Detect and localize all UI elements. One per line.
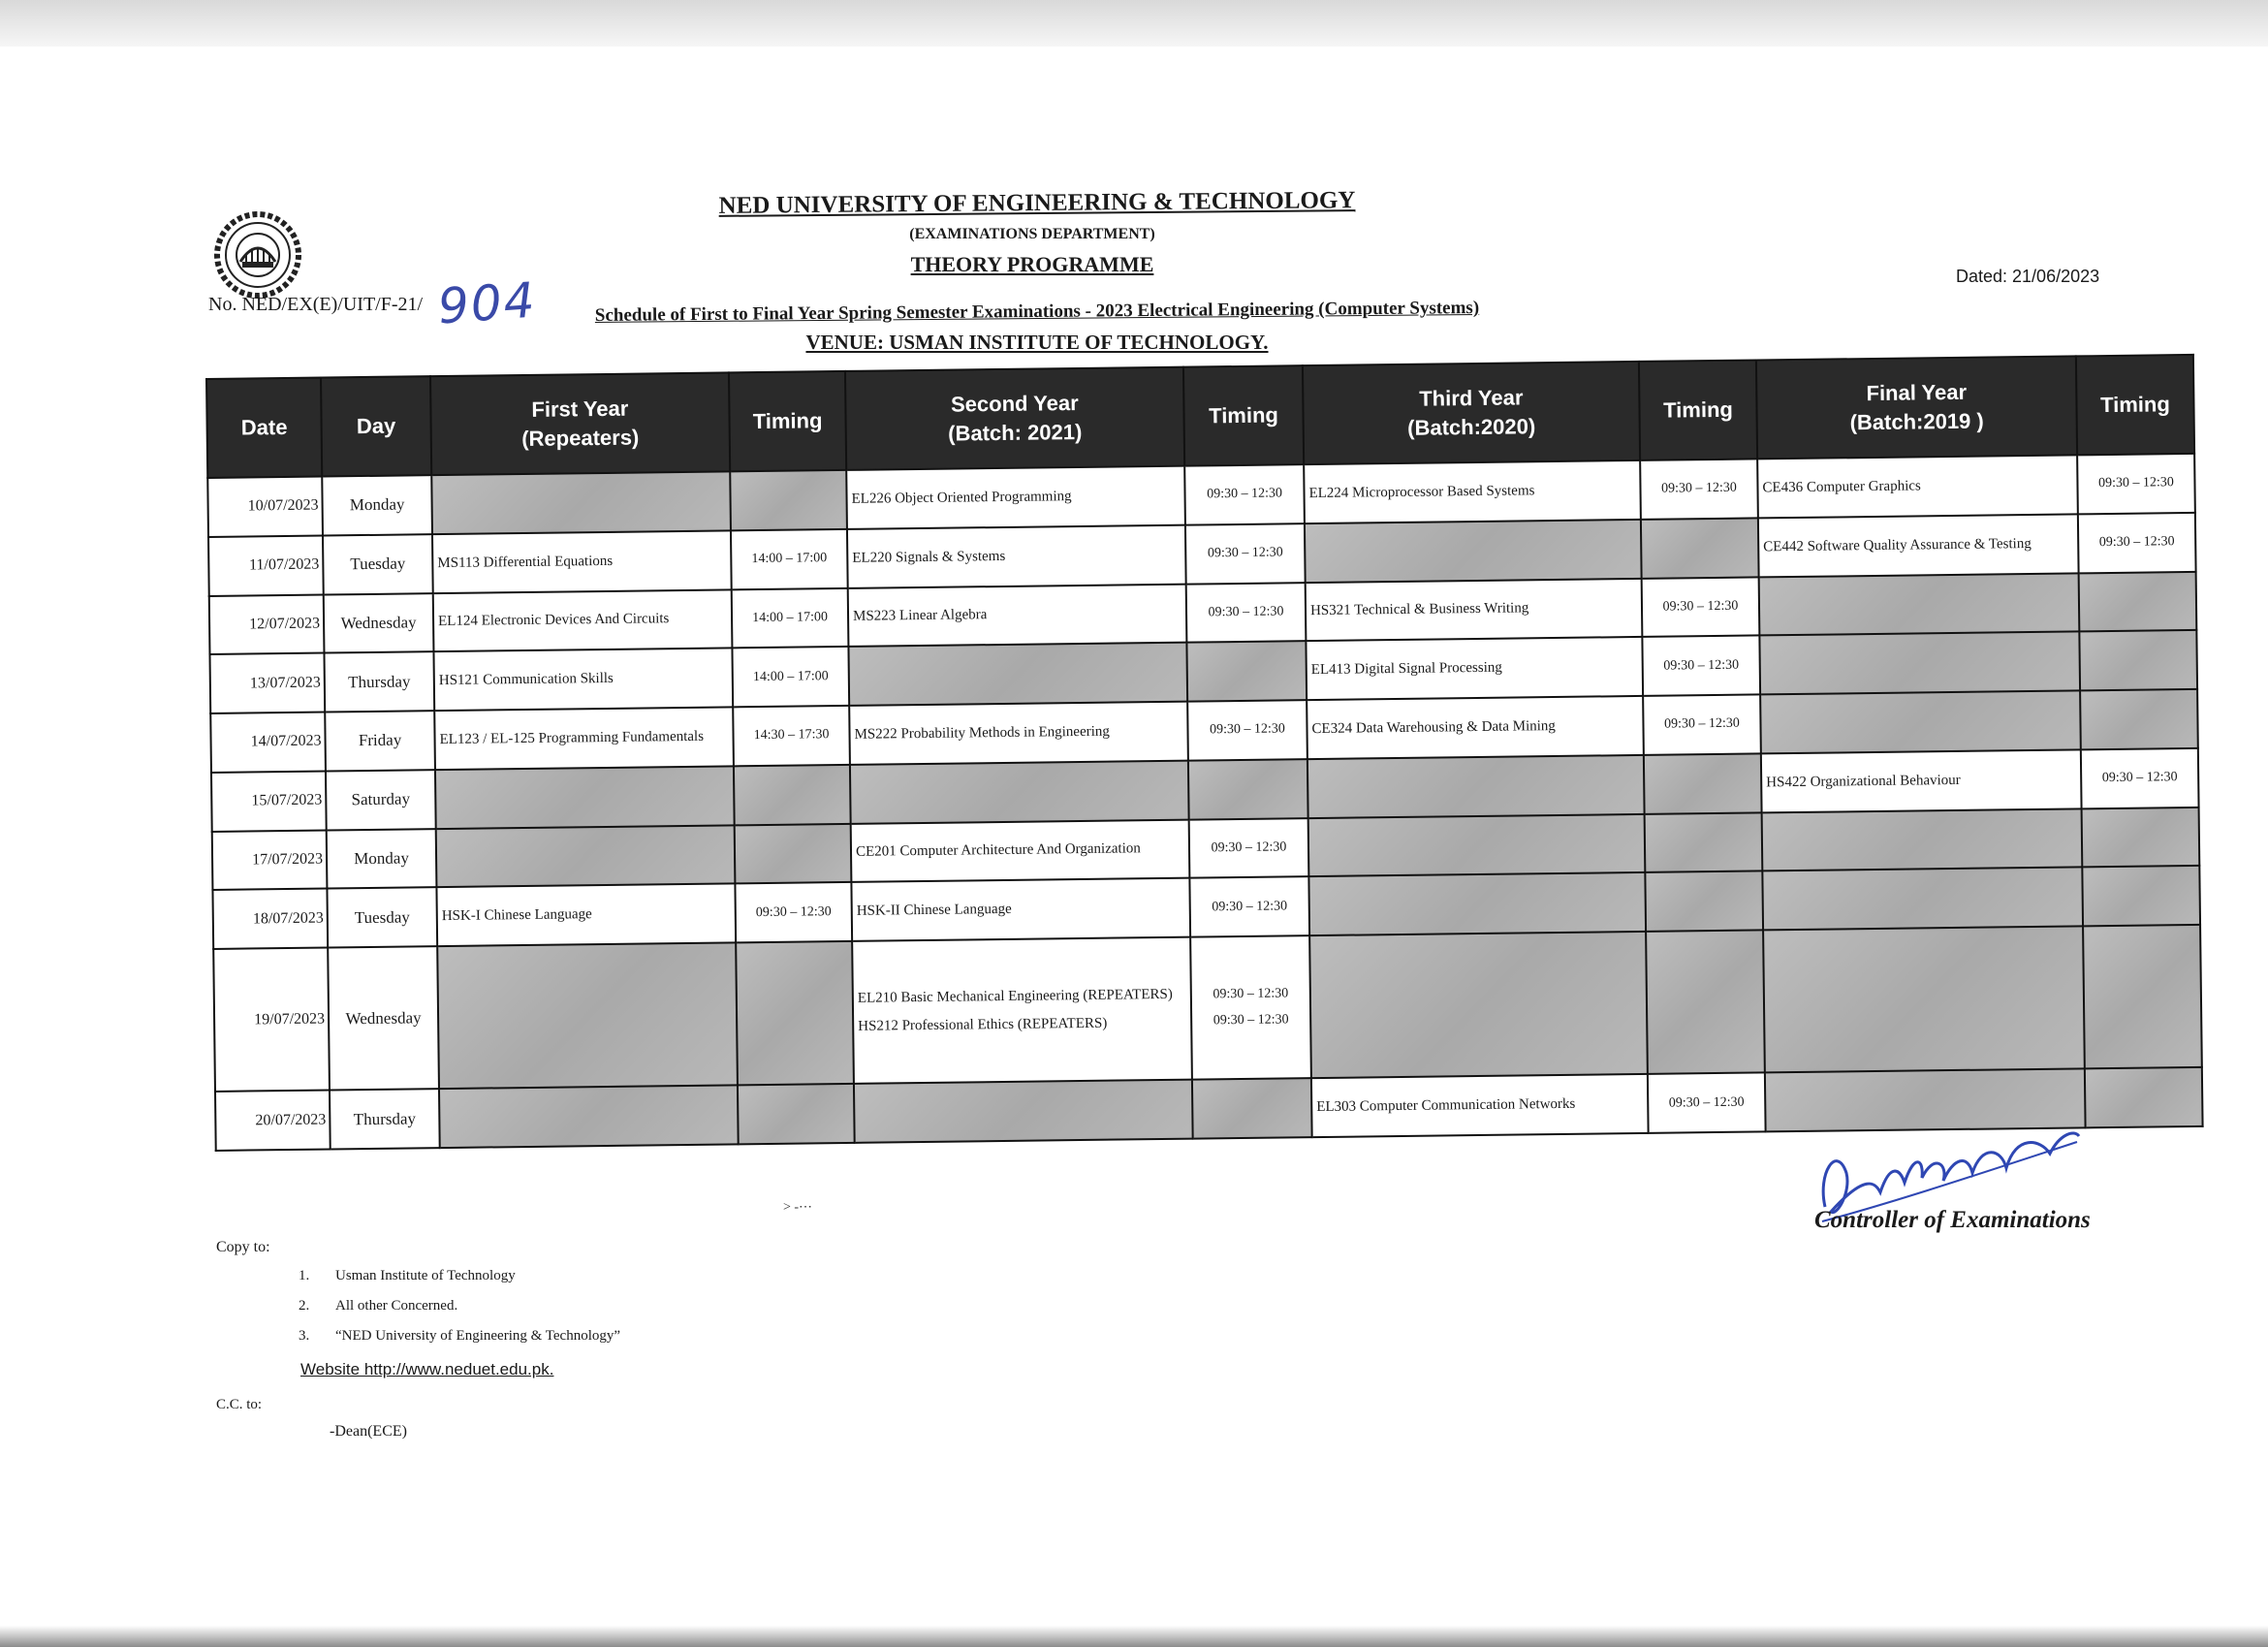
course-entry: HS212 Professional Ethics (REPEATERS) [858, 1015, 1108, 1034]
first-year-course [436, 825, 736, 888]
second-year-timing [1188, 759, 1308, 819]
col-first-year-label: First Year [531, 396, 629, 423]
second-year-timing: 09:30 – 12:30 [1189, 818, 1309, 878]
col-first-year [430, 372, 730, 475]
exam-date: 19/07/2023 [213, 948, 330, 1093]
third-year-timing [1646, 930, 1765, 1074]
first-year-timing: 14:00 – 17:00 [732, 647, 849, 707]
col-third-year-sub: (Batch:2020) [1407, 414, 1536, 440]
exam-day: Saturday [326, 770, 436, 830]
first-year-timing [735, 823, 852, 883]
third-year-course [1309, 932, 1648, 1078]
university-name: NED UNIVERSITY OF ENGINEERING & TECHNOLOGY [718, 187, 1356, 219]
col-second-timing: Timing [1183, 365, 1304, 465]
exam-date: 12/07/2023 [209, 594, 325, 654]
exam-schedule-table [205, 354, 2204, 1152]
final-year-course [1762, 808, 2083, 871]
third-year-course: EL413 Digital Signal Processing [1306, 637, 1643, 700]
first-year-course [435, 766, 735, 829]
third-year-timing [1641, 518, 1759, 578]
timing-entry: 09:30 – 12:30 [1213, 1011, 1289, 1028]
first-year-timing [738, 1084, 855, 1144]
second-year-timing: 09:30 – 12:30 [1185, 523, 1306, 584]
first-year-timing: 14:00 – 17:00 [731, 529, 848, 589]
exam-date: 10/07/2023 [207, 477, 323, 537]
exam-date: 15/07/2023 [211, 771, 327, 831]
exam-day: Wednesday [328, 946, 439, 1091]
list-number: 2. [299, 1298, 310, 1314]
first-year-timing: 14:30 – 17:30 [733, 706, 850, 766]
first-year-course [437, 942, 738, 1089]
scan-bottom-band [0, 1626, 2268, 1647]
first-year-timing [736, 941, 854, 1086]
second-year-timing: 09:30 – 12:30 [1186, 583, 1307, 643]
second-year-course [852, 937, 1192, 1084]
third-year-timing [1645, 871, 1763, 932]
second-year-timing: 09:30 – 12:30 [1187, 700, 1307, 760]
list-text: All other Concerned. [335, 1298, 458, 1314]
cc-dean: -Dean(ECE) [330, 1423, 407, 1440]
third-year-timing [1644, 753, 1762, 813]
col-third-year-label: Third Year [1419, 385, 1524, 412]
final-year-timing [2085, 1067, 2203, 1127]
second-year-course [854, 1080, 1193, 1143]
third-year-course [1305, 520, 1642, 583]
third-year-course: CE324 Data Warehousing & Data Mining [1307, 696, 1644, 759]
third-year-timing [1645, 812, 1763, 872]
list-item [299, 1328, 620, 1358]
third-year-course [1307, 755, 1645, 818]
first-year-course: EL124 Electronic Devices And Circuits [433, 589, 733, 652]
copy-to-label: Copy to: [216, 1239, 270, 1255]
second-year-course: EL220 Signals & Systems [847, 524, 1186, 587]
exam-day: Thursday [330, 1089, 440, 1149]
website-link[interactable]: Website http://www.neduet.edu.pk. [300, 1360, 554, 1378]
col-second-year [845, 367, 1184, 470]
final-year-course [1762, 868, 2083, 931]
final-year-timing [2080, 689, 2198, 749]
final-year-course [1763, 926, 2085, 1072]
final-year-timing: 09:30 – 12:30 [2077, 454, 2195, 514]
first-year-timing [734, 765, 851, 825]
second-year-timing [1186, 641, 1307, 701]
first-year-course: EL123 / EL-125 Programming Fundamentals [434, 707, 734, 770]
third-year-course [1308, 872, 1646, 935]
exam-date: 11/07/2023 [208, 535, 324, 595]
final-year-timing [2083, 925, 2202, 1069]
list-number: 1. [299, 1268, 310, 1283]
col-first-timing: Timing [729, 371, 846, 471]
exam-date: 13/07/2023 [209, 653, 325, 713]
exam-day: Tuesday [323, 534, 433, 594]
exam-day: Thursday [324, 651, 434, 712]
third-year-course [1308, 813, 1646, 876]
list-text: Usman Institute of Technology [335, 1268, 516, 1283]
exam-day: Monday [322, 475, 432, 535]
third-year-course: HS321 Technical & Business Writing [1306, 578, 1643, 641]
third-year-timing: 09:30 – 12:30 [1642, 577, 1760, 637]
first-year-course: HS121 Communication Skills [433, 649, 733, 712]
second-year-course: HSK-II Chinese Language [851, 878, 1190, 941]
third-year-course: EL303 Computer Communication Networks [1311, 1074, 1649, 1137]
programme-title: THEORY PROGRAMME [910, 252, 1154, 276]
second-year-course: CE201 Computer Architecture And Organization [851, 819, 1190, 882]
list-item [299, 1268, 620, 1298]
stray-mark: ˃ ‐⋯ [783, 1200, 813, 1215]
timing-entry: 09:30 – 12:30 [1213, 986, 1289, 1002]
col-date: Date [206, 378, 322, 478]
col-third-year [1303, 362, 1640, 464]
schedule-title: Schedule of First to Final Year Spring Semester Examinations - 2023 Electrical Engineering (Computer Systems) [594, 298, 1480, 326]
final-year-timing [2082, 807, 2200, 867]
first-year-course: HSK-I Chinese Language [436, 884, 736, 947]
col-second-year-label: Second Year [950, 391, 1079, 417]
list-number: 3. [299, 1328, 310, 1344]
course-entry: EL210 Basic Mechanical Engineering (REPEATERS) [857, 986, 1173, 1006]
third-year-timing: 09:30 – 12:30 [1648, 1073, 1766, 1133]
second-year-course: MS223 Linear Algebra [848, 584, 1187, 647]
exam-date: 18/07/2023 [212, 889, 328, 949]
final-year-timing [2079, 571, 2197, 631]
first-year-timing [730, 470, 847, 530]
col-second-year-sub: (Batch: 2021) [948, 419, 1083, 446]
copy-to-list [299, 1268, 620, 1358]
exam-date: 14/07/2023 [210, 713, 326, 773]
department-name: (EXAMINATIONS DEPARTMENT) [909, 226, 1155, 242]
cc-to-label: C.C. to: [216, 1397, 263, 1412]
second-year-timing [1192, 1078, 1312, 1138]
second-year-course: MS222 Probability Methods in Engineering [849, 702, 1188, 765]
col-final-year [1756, 356, 2077, 459]
final-year-timing [2079, 630, 2197, 690]
first-year-course: MS113 Differential Equations [432, 530, 732, 593]
col-third-timing: Timing [1639, 360, 1757, 459]
first-year-timing: 09:30 – 12:30 [735, 882, 852, 942]
reference-number: No. NED/EX(E)/UIT/F-21/ [208, 294, 424, 315]
final-year-course [1760, 690, 2081, 753]
col-final-timing: Timing [2076, 355, 2194, 455]
list-text: “NED University of Engineering & Technology” [335, 1328, 621, 1344]
third-year-timing: 09:30 – 12:30 [1640, 459, 1758, 519]
second-year-timing [1190, 935, 1311, 1080]
col-day: Day [321, 376, 431, 476]
third-year-course: EL224 Microprocessor Based Systems [1304, 460, 1641, 523]
final-year-course [1759, 573, 2080, 636]
second-year-course [850, 760, 1189, 823]
final-year-timing [2082, 866, 2200, 926]
list-item [299, 1298, 620, 1328]
handwritten-number: 904 [436, 271, 539, 335]
third-year-timing: 09:30 – 12:30 [1643, 694, 1761, 754]
second-year-course: EL226 Object Oriented Programming [846, 466, 1185, 529]
exam-day: Wednesday [324, 593, 434, 653]
exam-date: 20/07/2023 [215, 1091, 331, 1151]
scan-top-band [0, 0, 2268, 47]
first-year-course [431, 471, 731, 534]
second-year-timing: 09:30 – 12:30 [1184, 464, 1305, 524]
col-first-year-sub: (Repeaters) [521, 425, 640, 452]
dated-label: Dated: 21/06/2023 [1956, 267, 2100, 286]
final-year-course: CE436 Computer Graphics [1757, 455, 2078, 518]
col-final-year-label: Final Year [1866, 380, 1968, 406]
second-year-course [848, 643, 1187, 706]
table-row [213, 925, 2202, 1092]
final-year-timing: 09:30 – 12:30 [2078, 513, 2196, 573]
first-year-course [439, 1086, 739, 1149]
third-year-timing: 09:30 – 12:30 [1642, 636, 1760, 696]
exam-date: 17/07/2023 [212, 830, 328, 890]
final-year-course [1759, 632, 2080, 695]
controller-of-examinations: Controller of Examinations [1814, 1207, 2091, 1233]
venue-title: VENUE: USMAN INSTITUTE OF TECHNOLOGY. [805, 331, 1269, 354]
exam-day: Tuesday [327, 887, 437, 947]
exam-day: Monday [327, 829, 437, 889]
final-year-course: HS422 Organizational Behaviour [1761, 749, 2082, 812]
exam-day: Friday [325, 711, 435, 771]
first-year-timing: 14:00 – 17:00 [732, 587, 849, 648]
final-year-course: CE442 Software Quality Assurance & Testing [1758, 514, 2079, 577]
second-year-timing: 09:30 – 12:30 [1189, 876, 1309, 936]
col-final-year-sub: (Batch:2019 ) [1849, 408, 1984, 435]
final-year-timing: 09:30 – 12:30 [2081, 748, 2199, 808]
